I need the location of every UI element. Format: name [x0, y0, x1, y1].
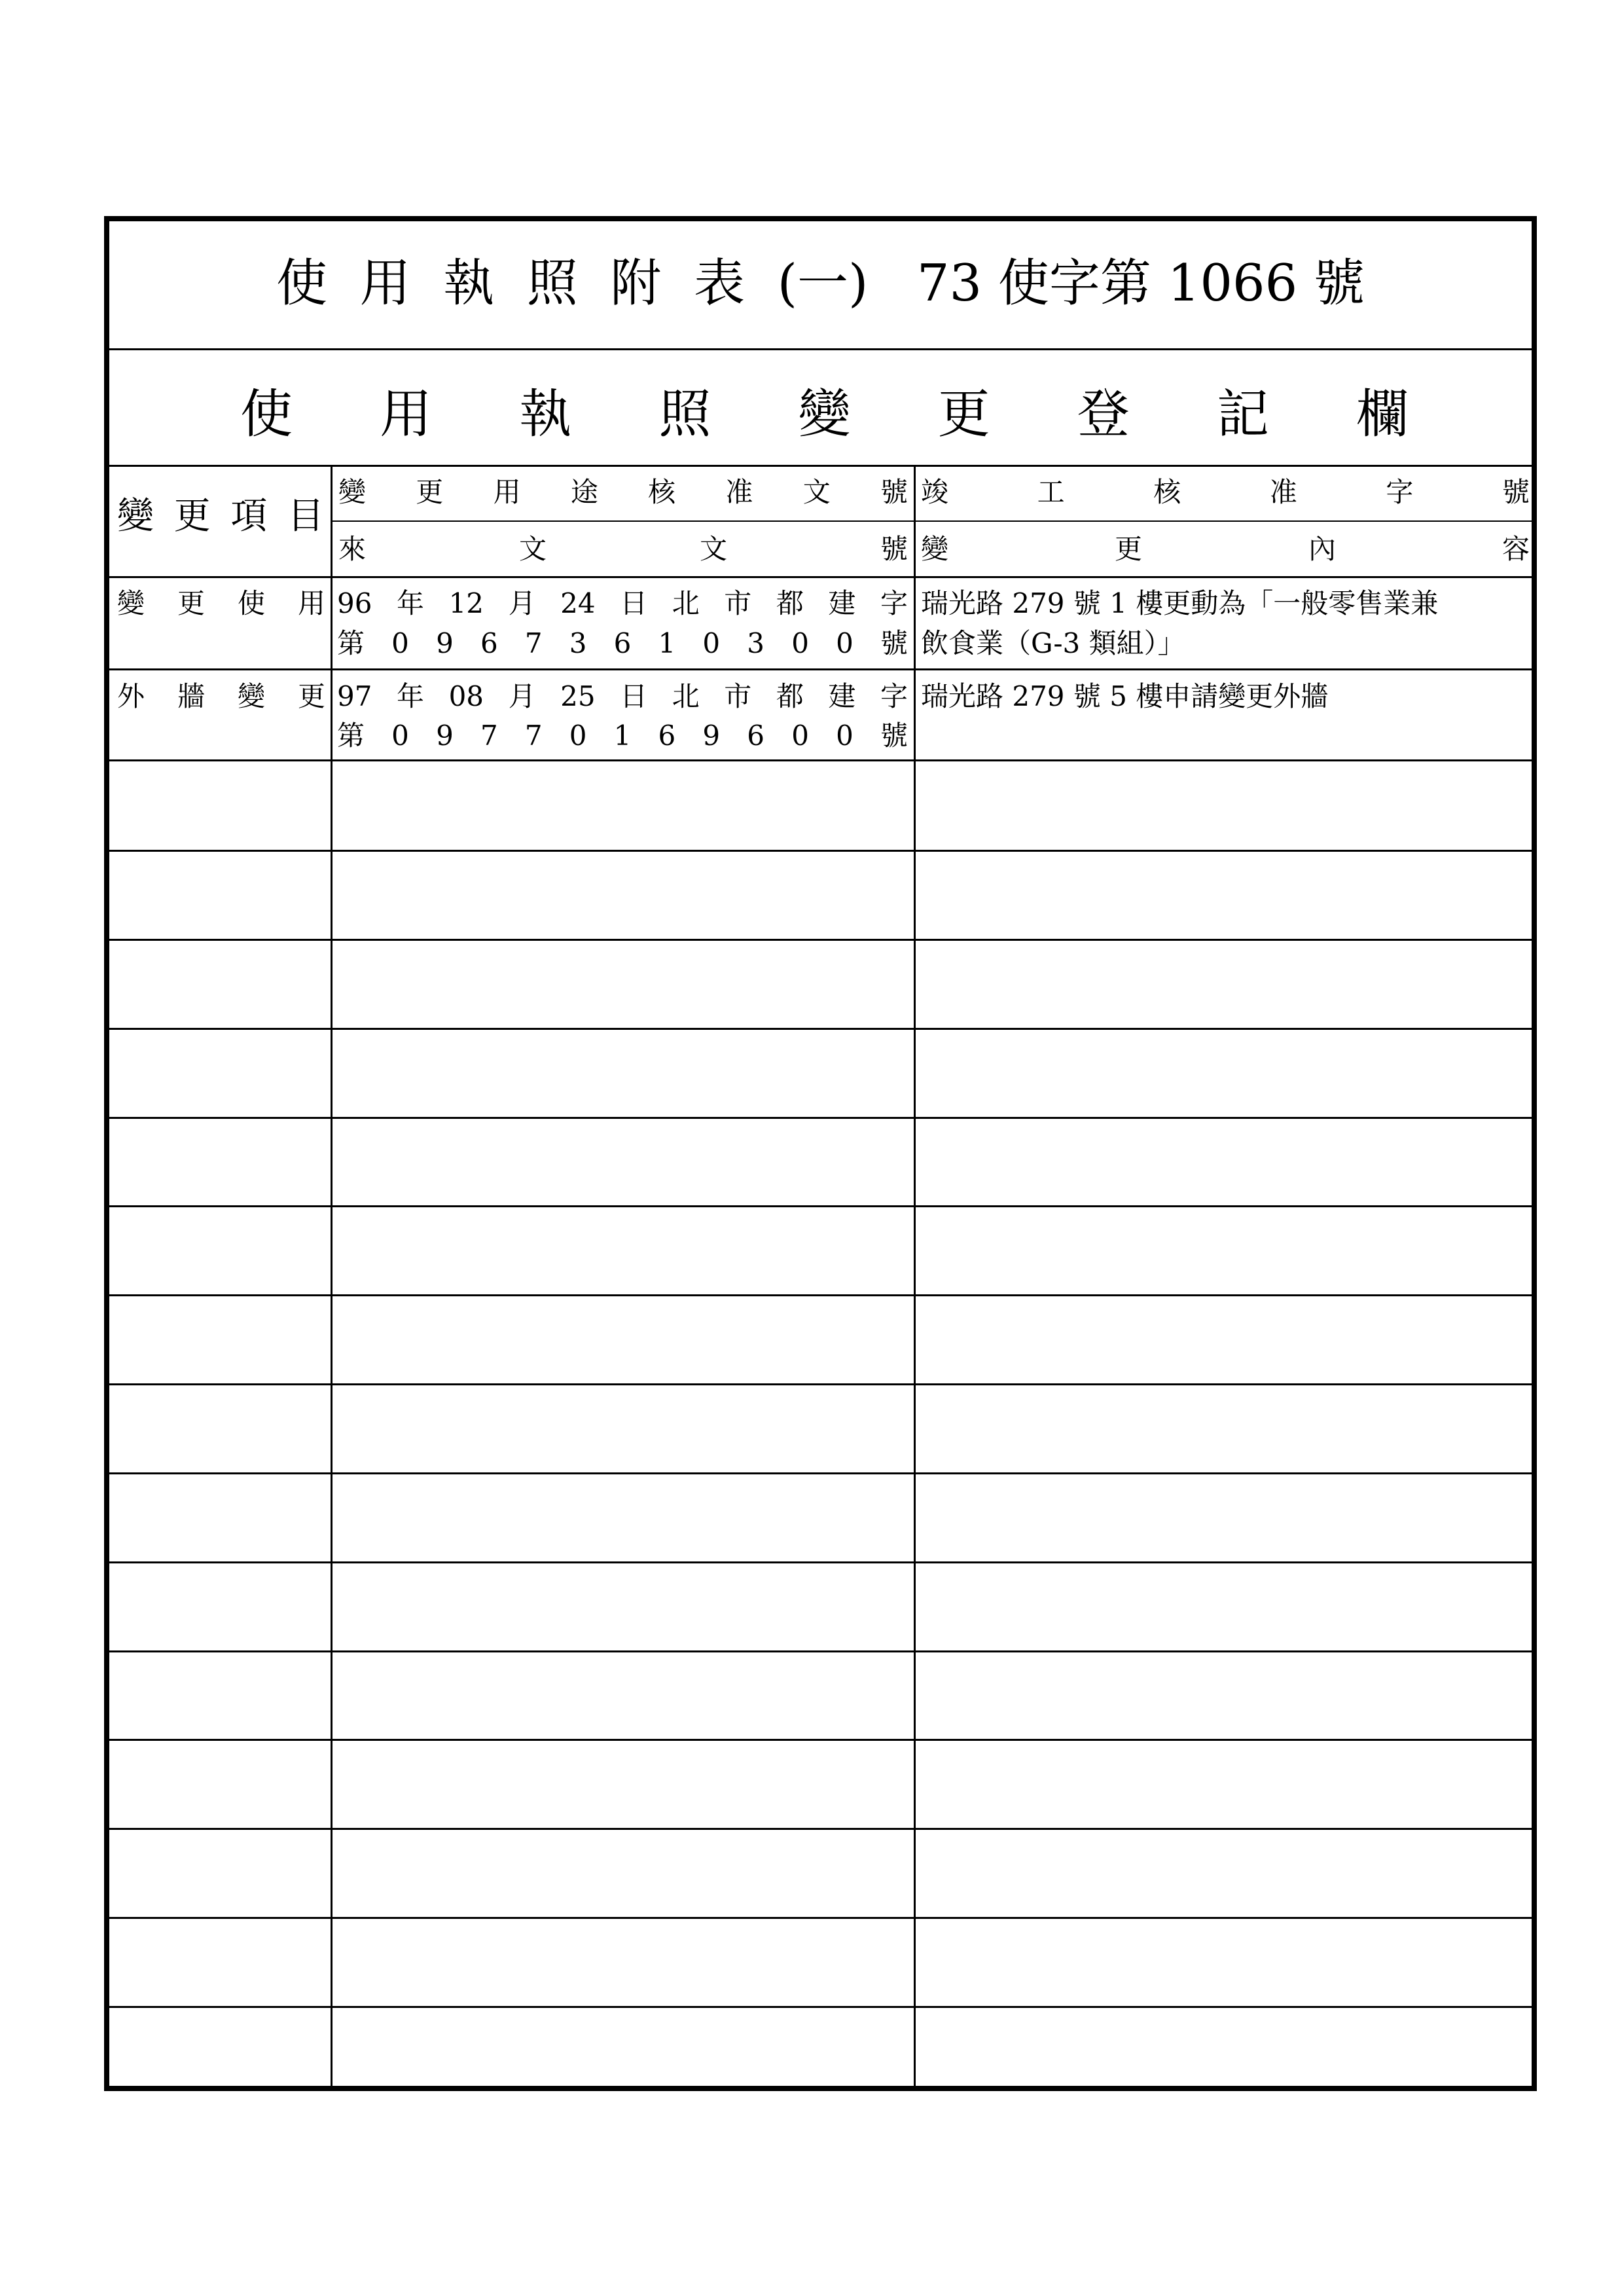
header-char: 文 [518, 533, 547, 565]
doc-part: 0 [836, 627, 854, 659]
doc-part: 6 [613, 627, 632, 659]
doc-part: 6 [658, 720, 676, 752]
header-char: 變 [117, 495, 154, 538]
header-char: 項 [230, 495, 268, 538]
header-approval-doc-no [338, 473, 908, 511]
header-char: 更 [1114, 533, 1142, 565]
form-title [109, 247, 1532, 319]
divider [331, 520, 1537, 522]
doc-part: 日 [620, 587, 648, 619]
doc-part: 3 [747, 627, 765, 659]
row-2-content-line1: 瑞光路 279 號 5 樓申請變更外牆 [921, 680, 1329, 712]
title-char: 用 [359, 254, 411, 313]
register-title-char: 更 [937, 384, 990, 445]
title-char: 執 [443, 254, 495, 313]
doc-part: 年 [397, 680, 425, 712]
doc-part: 96 [337, 587, 372, 619]
doc-part: 25 [560, 680, 596, 712]
item-char: 變 [117, 587, 145, 619]
doc-part: 北 [672, 587, 700, 619]
register-title-char: 照 [658, 384, 711, 445]
row-divider [109, 1650, 1532, 1652]
item-char: 牆 [177, 680, 205, 712]
title-char: 附 [610, 254, 662, 313]
doc-part: 12 [448, 587, 484, 619]
header-char: 號 [1501, 476, 1530, 508]
header-char: 用 [493, 476, 521, 508]
header-char: 變 [338, 476, 367, 508]
row-divider [109, 1739, 1532, 1741]
row-1-doc-line2 [337, 625, 908, 663]
row-divider [109, 1917, 1532, 1919]
doc-part: 6 [747, 720, 765, 752]
row-divider [109, 1205, 1532, 1207]
row-divider [109, 1561, 1532, 1563]
doc-part: 0 [391, 627, 409, 659]
column-line [914, 465, 916, 2087]
row-divider [109, 1472, 1532, 1474]
register-title-char: 欄 [1356, 384, 1409, 445]
header-char: 核 [648, 476, 676, 508]
header-char: 文 [699, 533, 727, 565]
doc-part: 9 [702, 720, 721, 752]
header-char: 更 [173, 495, 211, 538]
doc-part: 0 [569, 720, 587, 752]
row-divider [109, 2006, 1532, 2008]
row-divider [109, 850, 1532, 852]
doc-part: 月 [508, 587, 536, 619]
divider [109, 465, 1532, 467]
header-change-item [117, 493, 324, 540]
header-change-content [921, 530, 1530, 568]
header-char: 准 [725, 476, 753, 508]
doc-part: 年 [397, 587, 425, 619]
doc-part: 日 [620, 680, 648, 712]
doc-part: 24 [560, 587, 596, 619]
doc-part: 7 [480, 720, 498, 752]
header-char: 來 [338, 533, 367, 565]
header-char: 容 [1501, 533, 1530, 565]
header-char: 竣 [921, 476, 949, 508]
doc-part: 97 [337, 680, 372, 712]
divider [109, 348, 1532, 350]
item-char: 用 [297, 587, 325, 619]
header-char: 內 [1308, 533, 1336, 565]
header-char: 字 [1386, 476, 1414, 508]
doc-part: 08 [448, 680, 484, 712]
row-divider [109, 1383, 1532, 1385]
row-1-item [117, 585, 325, 623]
row-1-content-line2: 飲食業（G-3 類組）」 [921, 627, 1185, 659]
doc-part: 0 [791, 720, 809, 752]
doc-part: 7 [524, 627, 543, 659]
usage-license-form [104, 216, 1537, 2091]
header-char: 核 [1153, 476, 1181, 508]
register-title-char: 登 [1077, 384, 1130, 445]
doc-part: 1 [658, 627, 676, 659]
row-divider [109, 1828, 1532, 1830]
doc-part: 建 [828, 587, 856, 619]
row-divider [109, 668, 1532, 670]
row-divider [109, 1117, 1532, 1119]
header-char: 更 [416, 476, 444, 508]
doc-part: 字 [880, 680, 908, 712]
row-divider [109, 1028, 1532, 1030]
license-number: 73 使字第 1066 號 [916, 254, 1365, 313]
doc-part: 號 [880, 720, 908, 752]
doc-part: 第 [337, 720, 365, 752]
doc-part: 都 [776, 587, 804, 619]
item-char: 更 [177, 587, 205, 619]
register-title-char: 記 [1216, 384, 1269, 445]
register-title-char: 變 [798, 384, 851, 445]
doc-part: 3 [569, 627, 587, 659]
doc-part: 北 [672, 680, 700, 712]
title-char: 照 [526, 254, 578, 313]
title-char: 使 [276, 254, 327, 313]
doc-part: 0 [702, 627, 721, 659]
item-char: 使 [237, 587, 265, 619]
header-char: 號 [880, 476, 908, 508]
doc-part: 月 [508, 680, 536, 712]
row-1-content-line1: 瑞光路 279 號 1 樓更動為「一般零售業兼 [921, 587, 1439, 619]
divider [109, 576, 1532, 578]
header-completion-no [921, 473, 1530, 511]
row-divider [109, 1294, 1532, 1296]
doc-part: 市 [724, 587, 752, 619]
header-char: 文 [802, 476, 831, 508]
doc-part: 0 [391, 720, 409, 752]
item-char: 外 [117, 680, 145, 712]
register-title-char: 使 [240, 384, 293, 445]
title-char: 表 [694, 254, 746, 313]
header-char: 目 [287, 495, 324, 538]
column-line [331, 465, 333, 2087]
header-char: 號 [880, 533, 908, 565]
header-char: 途 [570, 476, 598, 508]
doc-part: 0 [836, 720, 854, 752]
doc-part: 號 [880, 627, 908, 659]
row-2-doc-line1 [337, 678, 908, 716]
register-title-char: 用 [380, 384, 433, 445]
doc-part: 1 [613, 720, 632, 752]
header-char: 變 [921, 533, 949, 565]
doc-part: 7 [524, 720, 543, 752]
header-char: 准 [1269, 476, 1297, 508]
title-char: (一) [777, 254, 869, 313]
row-divider [109, 939, 1532, 941]
doc-part: 6 [480, 627, 498, 659]
register-title-char: 執 [519, 384, 572, 445]
item-char: 更 [297, 680, 325, 712]
row-1-doc-line1 [337, 585, 908, 623]
header-incoming-doc-no [338, 530, 908, 568]
doc-part: 市 [724, 680, 752, 712]
doc-part: 都 [776, 680, 804, 712]
row-divider [109, 759, 1532, 761]
item-char: 變 [237, 680, 265, 712]
doc-part: 9 [436, 720, 454, 752]
doc-part: 建 [828, 680, 856, 712]
doc-part: 9 [436, 627, 454, 659]
doc-part: 字 [880, 587, 908, 619]
row-2-item [117, 678, 325, 716]
row-2-doc-line2 [337, 717, 908, 755]
doc-part: 第 [337, 627, 365, 659]
doc-part: 0 [791, 627, 809, 659]
header-char: 工 [1037, 476, 1065, 508]
